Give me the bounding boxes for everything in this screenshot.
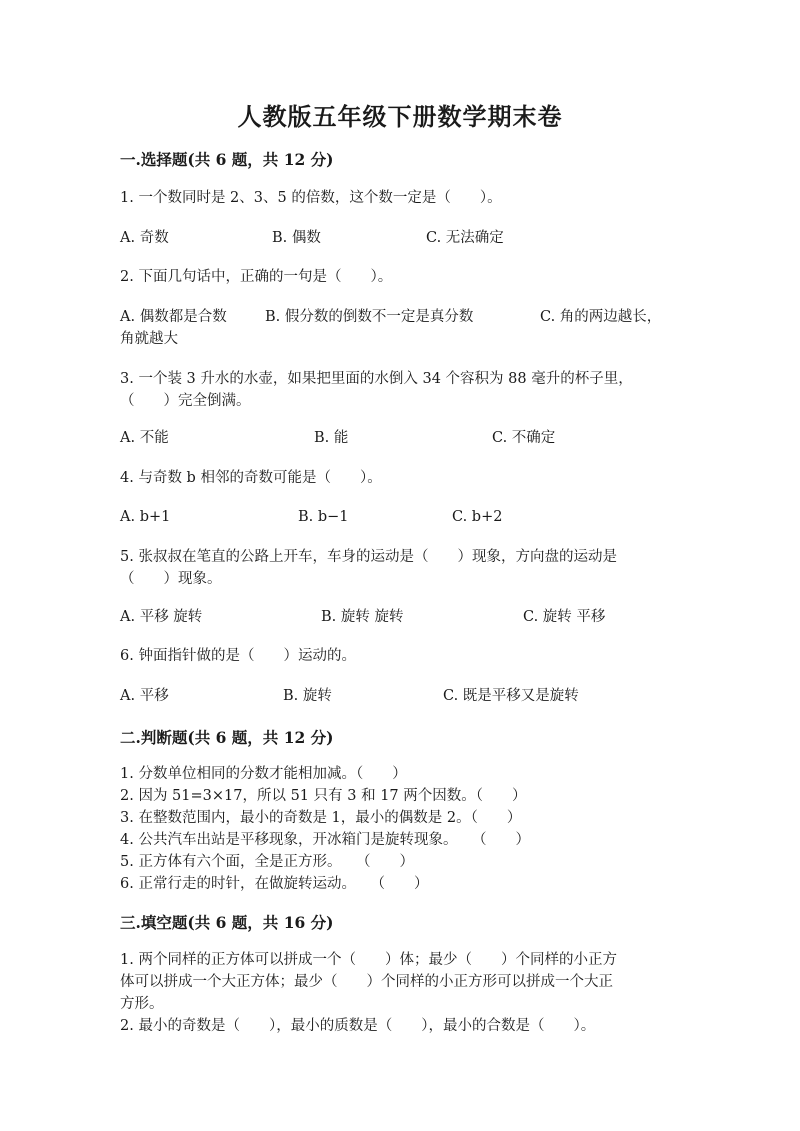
q1-stem: 1. 一个数同时是 2、3、5 的倍数，这个数一定是（ ）。 xyxy=(120,190,502,206)
judge-item-2: 2. 因为 51=3×17，所以 51 只有 3 和 17 两个因数。（ ） xyxy=(120,788,527,804)
judge-item-5: 5. 正方体有六个面，全是正方形。 （ ） xyxy=(120,854,414,870)
q4-option-b: B. b−1 xyxy=(298,509,349,525)
q5-option-b: B. 旋转 旋转 xyxy=(321,609,404,625)
exam-title: 人教版五年级下册数学期末卷 xyxy=(237,102,563,131)
q3-stem-line2: （ ）完全倒满。 xyxy=(120,393,251,409)
q3-option-c: C. 不确定 xyxy=(492,430,556,446)
q4-option-a: A. b+1 xyxy=(120,509,171,525)
q5-option-a: A. 平移 旋转 xyxy=(120,609,203,625)
q6-option-a: A. 平移 xyxy=(120,688,169,704)
fill-q2: 2. 最小的奇数是（ ），最小的质数是（ ），最小的合数是（ ）。 xyxy=(120,1018,596,1034)
fill-q1-line1: 1. 两个同样的正方体可以拼成一个（ ）体；最少（ ）个同样的小正方 xyxy=(120,952,617,968)
q3-stem-line1: 3. 一个装 3 升水的水壶，如果把里面的水倒入 34 个容积为 88 毫升的杯子里， xyxy=(120,371,633,387)
q1-option-c: C. 无法确定 xyxy=(426,230,504,246)
fill-q1-line2: 体可以拼成一个大正方体；最少（ ）个同样的小正方形可以拼成一个大正 xyxy=(120,974,613,990)
q5-option-c: C. 旋转 平移 xyxy=(523,609,606,625)
q2-option-c-continued: 角就越大 xyxy=(120,331,178,347)
section3-heading: 三.填空题(共 6 题，共 16 分) xyxy=(120,913,334,932)
q2-option-b: B. 假分数的倒数不一定是真分数 xyxy=(265,309,474,325)
q3-option-b: B. 能 xyxy=(314,430,349,446)
fill-q1-line3: 方形。 xyxy=(120,996,164,1012)
q1-option-a: A. 奇数 xyxy=(120,230,169,246)
q2-option-c: C. 角的两边越长， xyxy=(540,309,662,325)
q2-option-a: A. 偶数都是合数 xyxy=(120,309,227,325)
q5-stem-line1: 5. 张叔叔在笔直的公路上开车，车身的运动是（ ）现象，方向盘的运动是 xyxy=(120,549,617,565)
q5-stem-line2: （ ）现象。 xyxy=(120,571,222,587)
judge-item-1: 1. 分数单位相同的分数才能相加减。（ ） xyxy=(120,766,407,782)
q6-option-c: C. 既是平移又是旋转 xyxy=(443,688,579,704)
q6-stem: 6. 钟面指针做的是（ ）运动的。 xyxy=(120,648,356,664)
q3-option-a: A. 不能 xyxy=(120,430,169,446)
section2-heading: 二.判断题(共 6 题，共 12 分) xyxy=(120,728,334,747)
q2-stem: 2. 下面几句话中，正确的一句是（ ）。 xyxy=(120,269,393,285)
section1-heading: 一.选择题(共 6 题，共 12 分) xyxy=(120,150,334,169)
judge-item-4: 4. 公共汽车出站是平移现象，开冰箱门是旋转现象。 （ ） xyxy=(120,832,530,848)
q4-stem: 4. 与奇数 b 相邻的奇数可能是（ ）。 xyxy=(120,470,382,486)
q1-option-b: B. 偶数 xyxy=(272,230,321,246)
q6-option-b: B. 旋转 xyxy=(283,688,332,704)
judge-item-6: 6. 正常行走的时针，在做旋转运动。 （ ） xyxy=(120,876,429,892)
judge-item-3: 3. 在整数范围内，最小的奇数是 1，最小的偶数是 2。（ ） xyxy=(120,810,522,826)
q4-option-c: C. b+2 xyxy=(452,509,503,525)
